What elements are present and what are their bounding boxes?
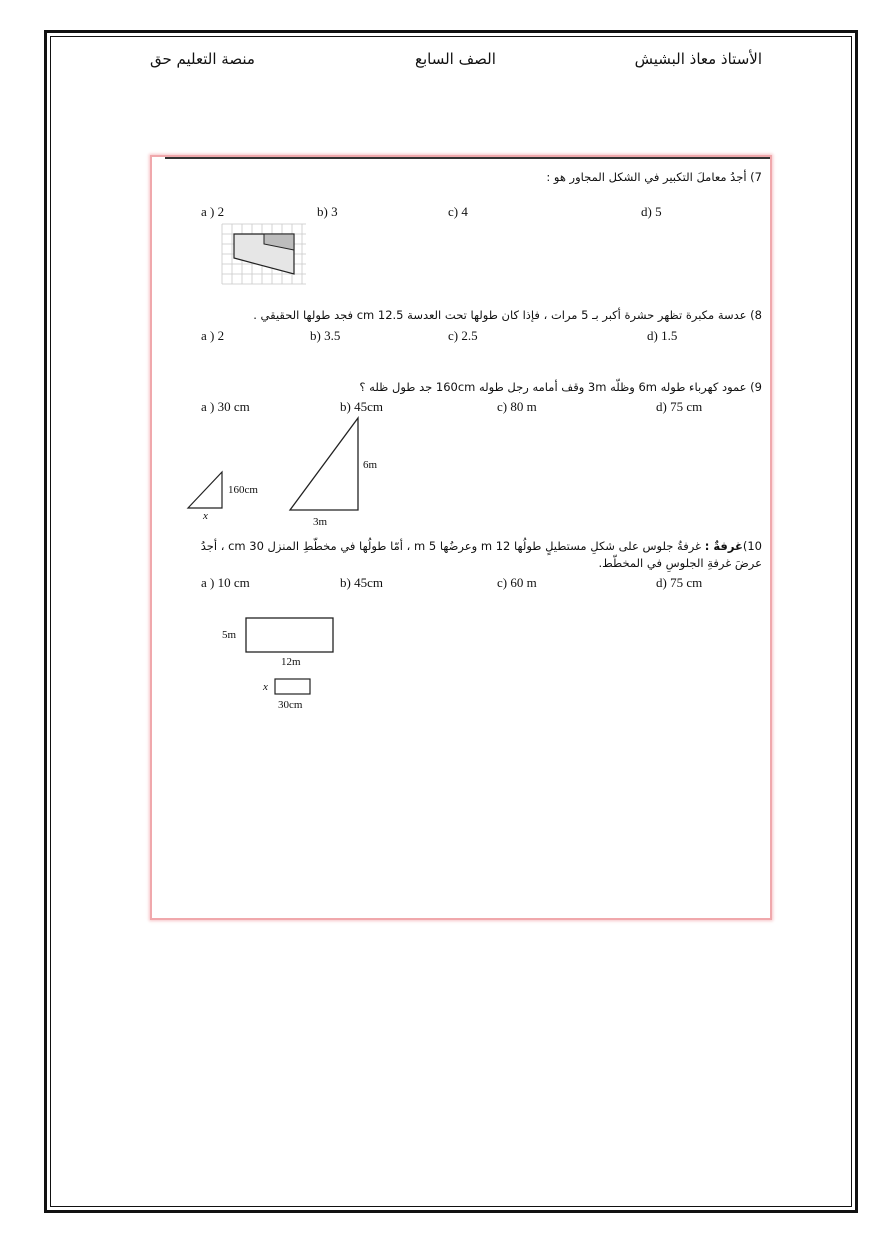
q10-small-length-label: 30cm [278, 699, 303, 711]
question-9-text: 9) عمود كهرباء طوله 6m وظلّه 3m وقف أمامه رجل طوله 160cm جد طول ظله ؟ [359, 380, 762, 394]
q9-pole-triangle [288, 416, 360, 516]
q7-option-d[interactable]: d) 5 [641, 204, 662, 219]
q9-pole-height-label: 6m [363, 459, 378, 471]
q10-large-length-label: 12m [281, 656, 301, 668]
q8-option-b[interactable]: b) 3.5 [310, 328, 341, 343]
q10-large-rectangle [245, 617, 335, 653]
question-7-text: 7) أجدُ معاملَ التكبير في الشكل المجاور هو : [546, 170, 762, 184]
q10-number: 10) [742, 539, 762, 553]
q9-option-a[interactable]: a ) 30 cm [201, 399, 250, 414]
q10-option-b[interactable]: b) 45cm [340, 575, 383, 590]
question-8-text: 8) عدسة مكبرة تظهر حشرة أكبر بـ 5 مرات ، فإذا كان طولها تحت العدسة 12.5 cm فجد طولها الحقيقي . [253, 308, 762, 322]
q9-man-height-label: 160cm [228, 484, 258, 496]
q9-option-b[interactable]: b) 45cm [340, 399, 383, 414]
q9-man-shadow-label: x [203, 510, 208, 522]
q10-option-d[interactable]: d) 75 cm [656, 575, 703, 590]
question-10-text-line2: عرضَ غرفةِ الجلوسِ في المخطّط. [598, 556, 762, 570]
q8-option-c[interactable]: c) 2.5 [448, 328, 478, 343]
q10-large-width-label: 5m [222, 629, 237, 641]
q10-lead: غرفةٌ : [704, 539, 743, 553]
header-teacher: الأستاذ معاذ البشيش [634, 50, 762, 68]
q9-pole-shadow-label: 3m [313, 516, 328, 528]
q8-option-d[interactable]: d) 1.5 [647, 328, 678, 343]
q10-small-rectangle [274, 678, 312, 696]
q10-small-width-label: x [263, 681, 268, 693]
question-10-text [201, 539, 762, 553]
q9-option-c[interactable]: c) 80 m [497, 399, 537, 414]
q10-option-a[interactable]: a ) 10 cm [201, 575, 250, 590]
q8-option-a[interactable]: a ) 2 [201, 328, 225, 343]
q9-man-triangle [186, 470, 228, 512]
header-platform: منصة التعليم حق [150, 50, 255, 68]
worksheet-top-rule [165, 157, 770, 159]
q7-option-a[interactable]: a ) 2 [201, 204, 225, 219]
q10-option-c[interactable]: c) 60 m [497, 575, 537, 590]
q7-grid-figure [222, 224, 308, 286]
q9-option-d[interactable]: d) 75 cm [656, 399, 703, 414]
q7-option-b[interactable]: b) 3 [317, 204, 338, 219]
header-grade: الصف السابع [415, 50, 496, 68]
q10-body: غرفةُ جلوس على شكلِ مستطيلٍ طولُها 12 m وعرضُها 5 m ، أمّا طولُها في مخطّطِ المنزل 30 cm ، أجدُ [200, 539, 702, 553]
q7-option-c[interactable]: c) 4 [448, 204, 468, 219]
